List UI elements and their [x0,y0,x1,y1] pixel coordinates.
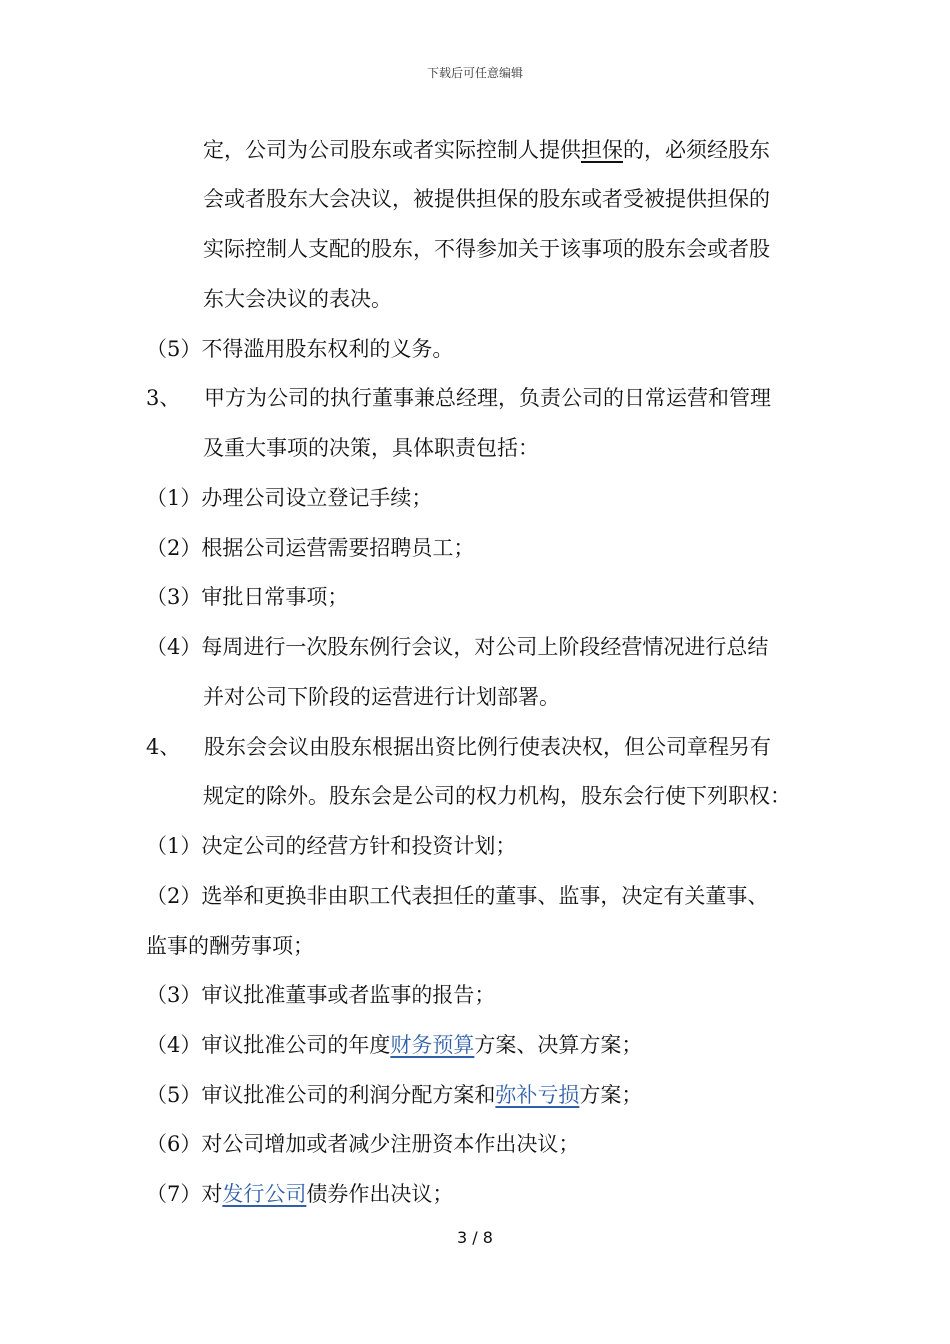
list-item [146,1031,642,1059]
list-item: （3）审批日常事项； [146,585,349,609]
list-item: （6）对公司增加或者减少注册资本作出决议； [146,1132,580,1156]
text-segment: 股东会会议由股东根据出资比例行使表决权，但公司章程另有 [204,735,771,759]
paragraph-line: 规定的除外。股东会是公司的权力机构，股东会行使下列职权： [203,784,791,808]
financial-budget-link[interactable]: 财务预算 [390,1033,475,1057]
page-header: 下载后可任意编辑 [426,66,523,80]
numbered-clause [146,733,771,761]
company-issuance-link[interactable]: 发行公司 [222,1182,307,1206]
paragraph-line [203,136,770,164]
underlined-term: 担保 [581,138,623,162]
page-number: 3 / 8 [457,1228,493,1247]
paragraph-line: 实际控制人支配的股东，不得参加关于该事项的股东会或者股 [203,237,770,261]
list-item: （4）每周进行一次股东例行会议，对公司上阶段经营情况进行总结 [146,635,769,659]
list-item [146,1180,453,1208]
text-segment: （4）审议批准公司的年度 [146,1033,391,1057]
text-segment: 方案、决算方案； [474,1033,643,1057]
text-segment: 方案； [579,1083,643,1107]
list-item: （5）不得滥用股东权利的义务。 [146,337,454,361]
list-item: （2）根据公司运营需要招聘员工； [146,536,475,560]
clause-number: 4、 [146,735,181,759]
paragraph-line: 监事的酬劳事项； [146,934,314,958]
paragraph-line: 东大会决议的表决。 [203,287,392,311]
text-segment: （5）审议批准公司的利润分配方案和 [146,1083,496,1107]
loss-recovery-link[interactable]: 弥补亏损 [495,1083,580,1107]
numbered-clause [146,384,771,412]
list-item: （3）审议批准董事或者监事的报告； [146,983,496,1007]
text-segment: 的，必须经股东 [623,138,770,162]
list-item: （2）选举和更换非由职工代表担任的董事、监事，决定有关董事、 [146,884,769,908]
paragraph-line: 并对公司下阶段的运营进行计划部署。 [203,685,560,709]
paragraph-line: 及重大事项的决策，具体职责包括： [203,436,539,460]
paragraph-line: 会或者股东大会决议，被提供担保的股东或者受被提供担保的 [203,187,770,211]
list-item: （1）决定公司的经营方针和投资计划； [146,834,517,858]
text-segment: （7）对 [146,1182,223,1206]
list-item: （1）办理公司设立登记手续； [146,486,433,510]
text-segment: 定，公司为公司股东或者实际控制人提供 [203,138,581,162]
clause-number: 3、 [146,386,181,410]
text-segment: 债券作出决议； [306,1182,454,1206]
text-segment: 甲方为公司的执行董事兼总经理，负责公司的日常运营和管理 [204,386,771,410]
list-item [146,1081,642,1109]
